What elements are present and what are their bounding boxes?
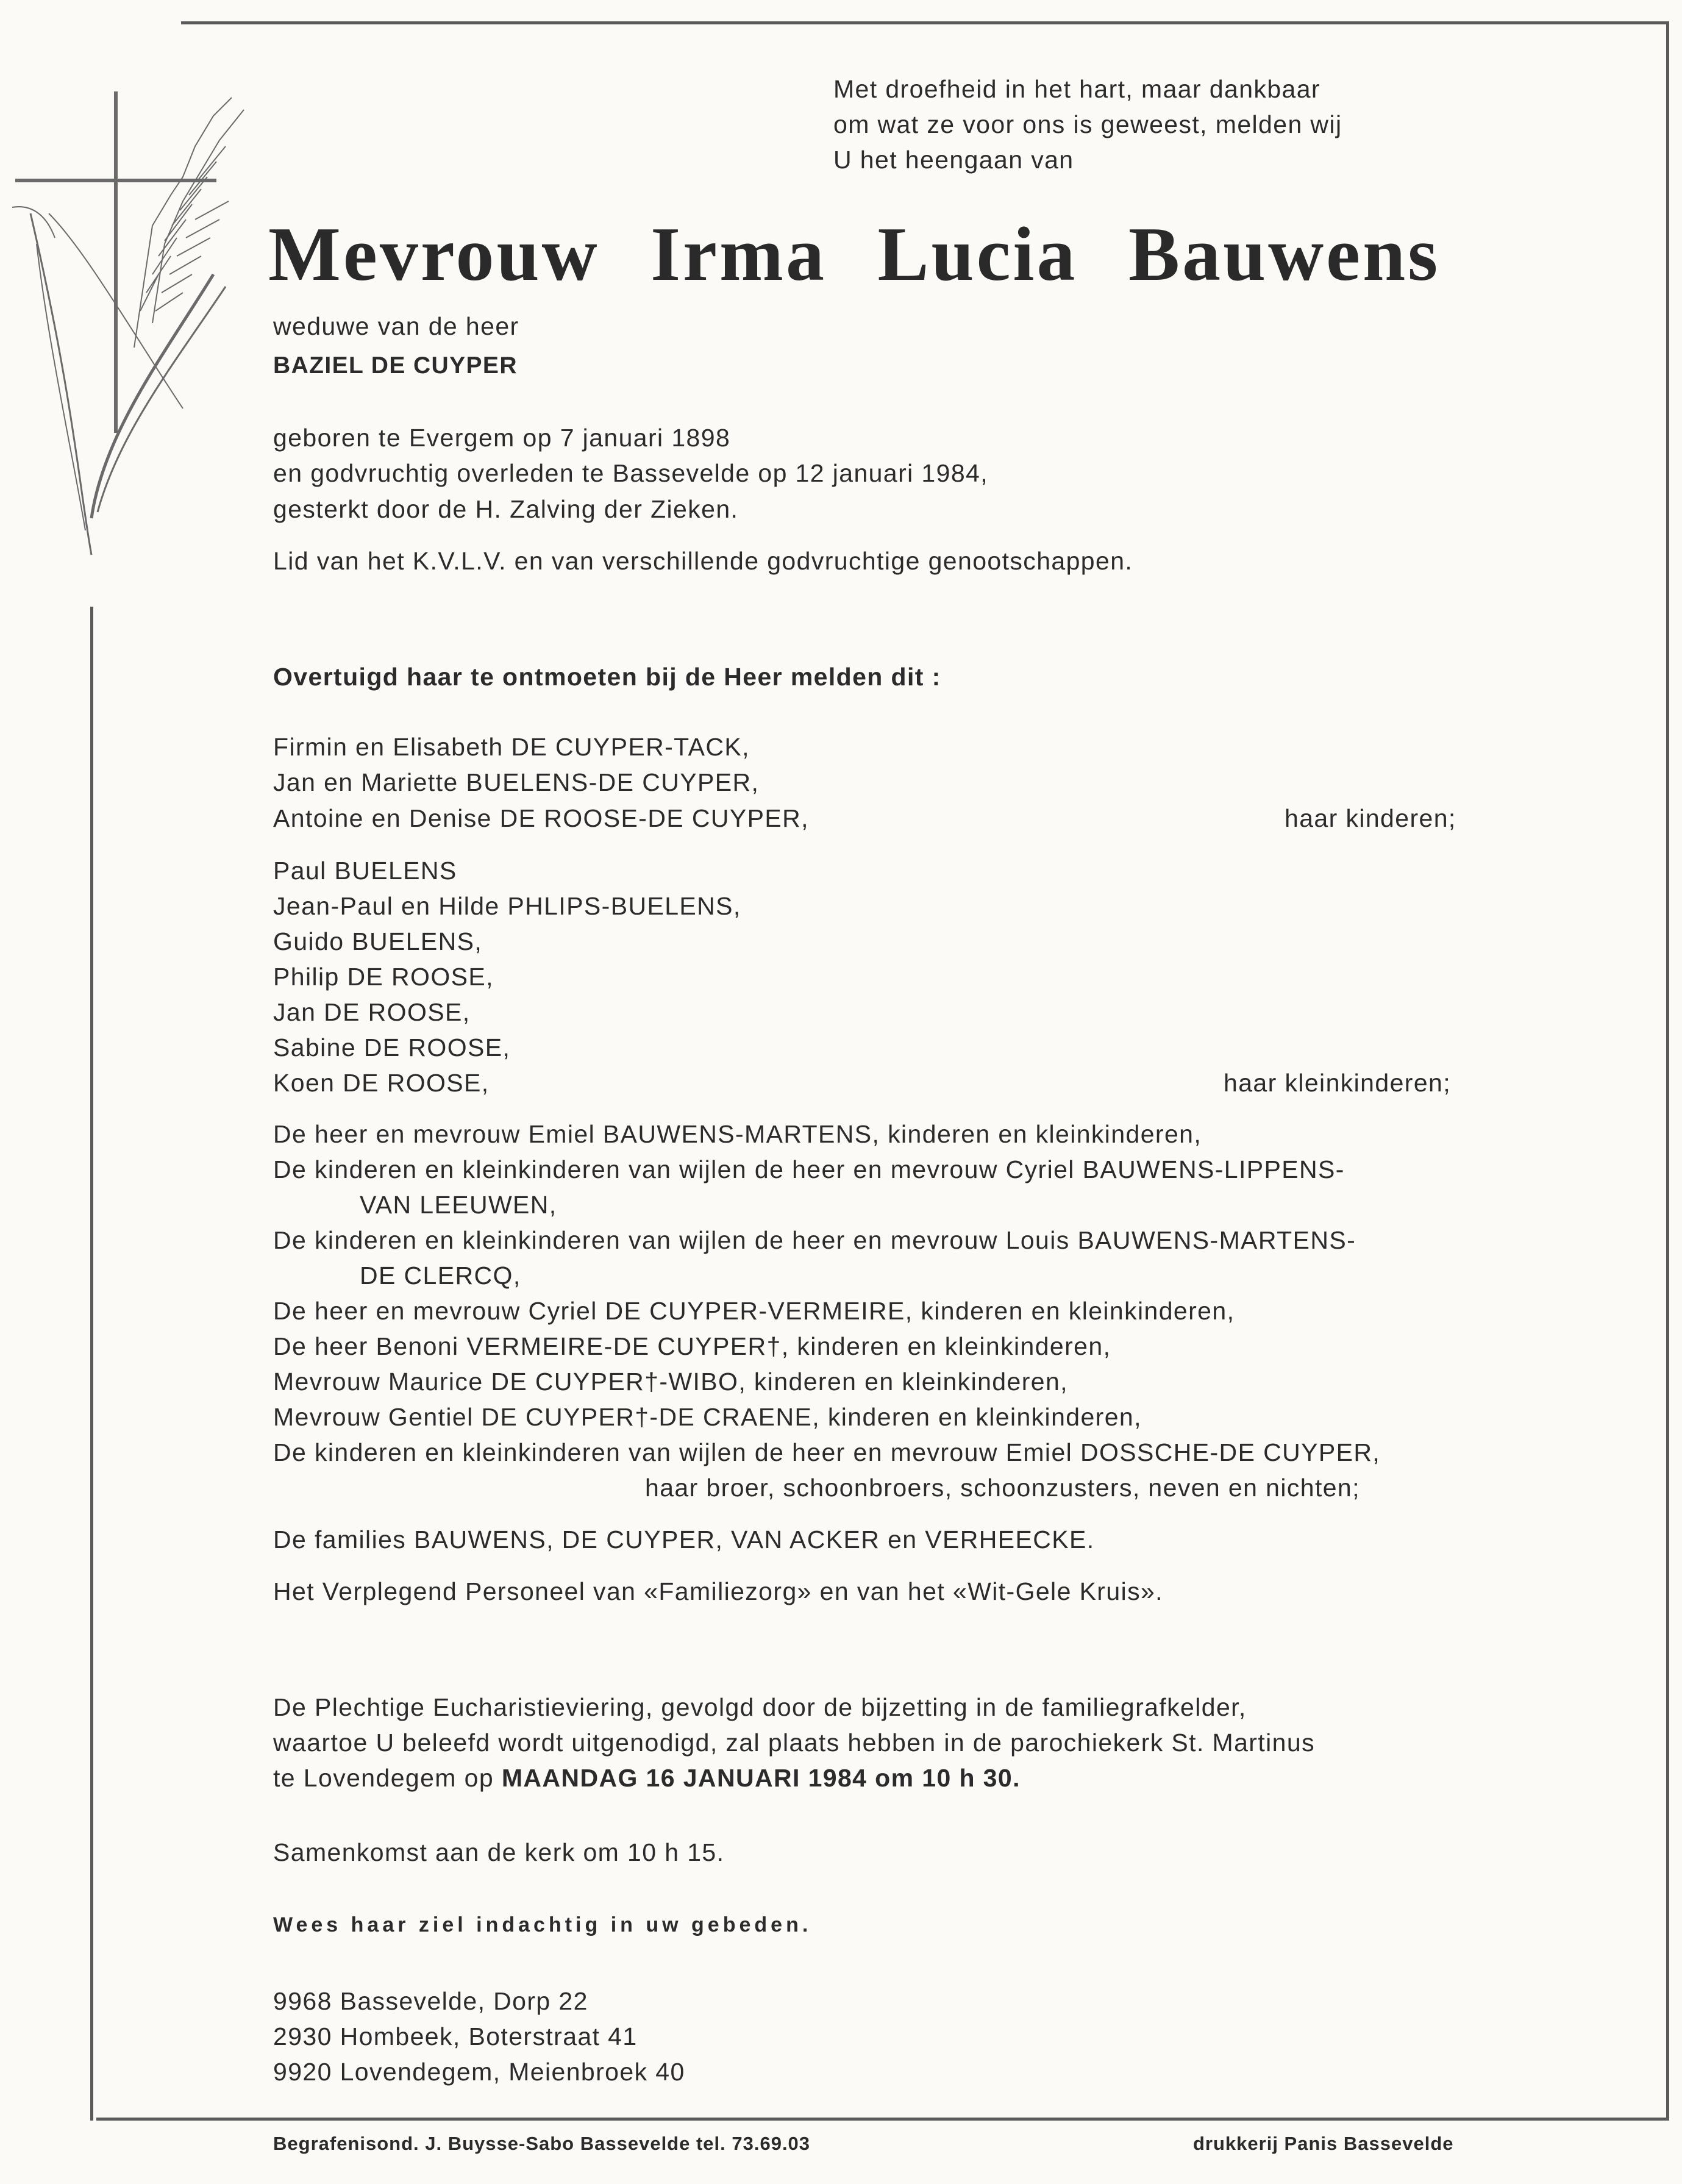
service-line-3-start: te Lovendegem op bbox=[273, 1764, 494, 1792]
children-label: haar kinderen; bbox=[1285, 804, 1456, 832]
announce-line: Overtuigd haar te ontmoeten bij de Heer melden dit : bbox=[273, 663, 941, 691]
address-item: 2930 Hombeek, Boterstraat 41 bbox=[273, 2022, 638, 2050]
frame-top-line bbox=[181, 21, 1669, 24]
deceased-name: Mevrouw Irma Lucia Bauwens bbox=[268, 212, 1441, 297]
address-item: 9920 Lovendegem, Meienbroek 40 bbox=[273, 2058, 685, 2086]
relatives-label: haar broer, schoonbroers, schoonzusters, neven en nichten; bbox=[645, 1474, 1360, 1502]
address-item: 9968 Bassevelde, Dorp 22 bbox=[273, 1987, 588, 2015]
spouse-prefix: weduwe van de heer bbox=[273, 312, 519, 340]
relative-item: De kinderen en kleinkinderen van wijlen de heer en mevrouw Louis BAUWENS-MARTENS- bbox=[273, 1226, 1356, 1254]
relative-item: Mevrouw Maurice DE CUYPER†-WIBO, kinderen en kleinkinderen, bbox=[273, 1368, 1068, 1396]
grandchild-item: Guido BUELENS, bbox=[273, 927, 483, 955]
footer-printer: drukkerij Panis Bassevelde bbox=[1193, 2133, 1454, 2154]
relative-item: De heer Benoni VERMEIRE-DE CUYPER†, kinderen en kleinkinderen, bbox=[273, 1332, 1111, 1360]
service-line-1: De Plechtige Eucharistieviering, gevolgd door de bijzetting in de familiegrafkelder, bbox=[273, 1693, 1247, 1721]
staff-line: Het Verplegend Personeel van «Familiezorg» en van het «Wit-Gele Kruis». bbox=[273, 1577, 1163, 1605]
relative-item: De kinderen en kleinkinderen van wijlen de heer en mevrouw Emiel DOSSCHE-DE CUYPER, bbox=[273, 1438, 1381, 1466]
frame-bottom-line bbox=[96, 2118, 1669, 2121]
families-line: De families BAUWENS, DE CUYPER, VAN ACKER en VERHEECKE. bbox=[273, 1526, 1095, 1554]
gathering-line: Samenkomst aan de kerk om 10 h 15. bbox=[273, 1838, 725, 1866]
relative-item: De heer en mevrouw Cyriel DE CUYPER-VERMEIRE, kinderen en kleinkinderen, bbox=[273, 1297, 1235, 1325]
frame-right-line bbox=[1666, 21, 1669, 2121]
children-item: Jan en Mariette BUELENS-DE CUYPER, bbox=[273, 768, 760, 796]
intro-line-3: U het heengaan van bbox=[833, 146, 1074, 174]
children-item: Antoine en Denise DE ROOSE-DE CUYPER, bbox=[273, 804, 809, 832]
prayer-line: Wees haar ziel indachtig in uw gebeden. bbox=[273, 1913, 812, 1936]
relative-item: DE CLERCQ, bbox=[360, 1262, 521, 1290]
spouse-name: BAZIEL DE CUYPER bbox=[273, 352, 518, 379]
grandchild-item: Paul BUELENS bbox=[273, 857, 457, 885]
children-item: Firmin en Elisabeth DE CUYPER-TACK, bbox=[273, 733, 750, 761]
cross-wheat-icon bbox=[12, 91, 268, 604]
service-date: MAANDAG 16 JANUARI 1984 om 10 h 30. bbox=[501, 1764, 1021, 1792]
intro-line-1: Met droefheid in het hart, maar dankbaar bbox=[833, 75, 1320, 103]
grandchild-item: Koen DE ROOSE, bbox=[273, 1069, 490, 1097]
relative-item: De kinderen en kleinkinderen van wijlen de heer en mevrouw Cyriel BAUWENS-LIPPENS- bbox=[273, 1155, 1345, 1183]
sacrament-line: gesterkt door de H. Zalving der Zieken. bbox=[273, 495, 739, 523]
membership-line: Lid van het K.V.L.V. en van verschillende godvruchtige genootschappen. bbox=[273, 547, 1133, 575]
birth-line: geboren te Evergem op 7 januari 1898 bbox=[273, 424, 731, 452]
grandchild-item: Sabine DE ROOSE, bbox=[273, 1033, 511, 1062]
relative-item: De heer en mevrouw Emiel BAUWENS-MARTENS, kinderen en kleinkinderen, bbox=[273, 1120, 1202, 1148]
grandchild-item: Jean-Paul en Hilde PHLIPS-BUELENS, bbox=[273, 892, 741, 920]
service-line-2: waartoe U beleefd wordt uitgenodigd, zal plaats hebben in de parochiekerk St. Martinus bbox=[273, 1729, 1315, 1757]
death-line: en godvruchtig overleden te Bassevelde op 12 januari 1984, bbox=[273, 459, 989, 487]
frame-left-line bbox=[90, 607, 93, 2121]
service-line-3 bbox=[273, 1766, 1021, 1791]
grandchildren-label: haar kleinkinderen; bbox=[1224, 1069, 1452, 1097]
intro-line-2: om wat ze voor ons is geweest, melden wij bbox=[833, 110, 1342, 138]
grandchild-item: Philip DE ROOSE, bbox=[273, 963, 494, 991]
footer-undertaker: Begrafenisond. J. Buysse-Sabo Bassevelde tel. 73.69.03 bbox=[273, 2133, 811, 2154]
grandchild-item: Jan DE ROOSE, bbox=[273, 998, 471, 1026]
relative-item: Mevrouw Gentiel DE CUYPER†-DE CRAENE, kinderen en kleinkinderen, bbox=[273, 1403, 1142, 1431]
relative-item: VAN LEEUWEN, bbox=[360, 1191, 557, 1219]
